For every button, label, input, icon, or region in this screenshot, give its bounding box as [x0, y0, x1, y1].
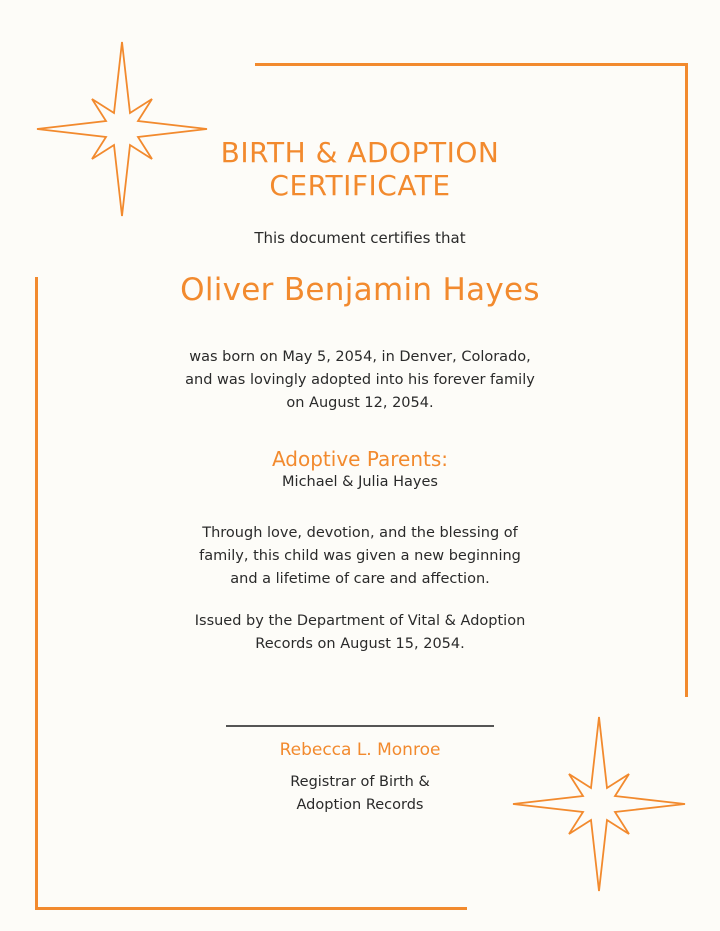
blessing-line-1: Through love, devotion, and the blessing of — [202, 525, 518, 541]
certificate-title — [0, 136, 720, 202]
birth-line-3: on August 12, 2054. — [286, 395, 434, 411]
blessing-line-3: and a lifetime of care and affection. — [230, 571, 490, 587]
child-name: Oliver Benjamin Hayes — [180, 272, 540, 308]
adoptive-parents-heading: Adoptive Parents: — [271, 447, 449, 471]
issued-line-1: Issued by the Department of Vital & Adoption — [194, 613, 526, 629]
signatory-title-line-2: Adoption Records — [296, 797, 424, 813]
issued-line-2: Records on August 15, 2054. — [255, 636, 465, 652]
adoptive-parents-names: Michael & Julia Hayes — [282, 474, 438, 490]
star-bottom-right-icon — [510, 715, 688, 893]
birth-line-2: and was lovingly adopted into his forever family — [185, 372, 535, 388]
title-line-1: BIRTH & ADOPTION — [220, 136, 500, 169]
certifies-text: This document certifies that — [254, 229, 466, 247]
signatory-title — [226, 771, 494, 817]
signature-line — [226, 725, 494, 727]
blessing-paragraph — [0, 522, 720, 591]
signatory-title-line-1: Registrar of Birth & — [290, 774, 430, 790]
frame-bottom-line — [35, 907, 467, 910]
blessing-line-2: family, this child was given a new beginning — [199, 548, 521, 564]
signatory-name: Rebecca L. Monroe — [279, 740, 441, 760]
title-line-2: CERTIFICATE — [269, 169, 451, 202]
birth-line-1: was born on May 5, 2054, in Denver, Colorado, — [189, 349, 531, 365]
issued-paragraph — [0, 610, 720, 656]
birth-adoption-paragraph — [0, 346, 720, 415]
frame-top-line — [255, 63, 688, 66]
